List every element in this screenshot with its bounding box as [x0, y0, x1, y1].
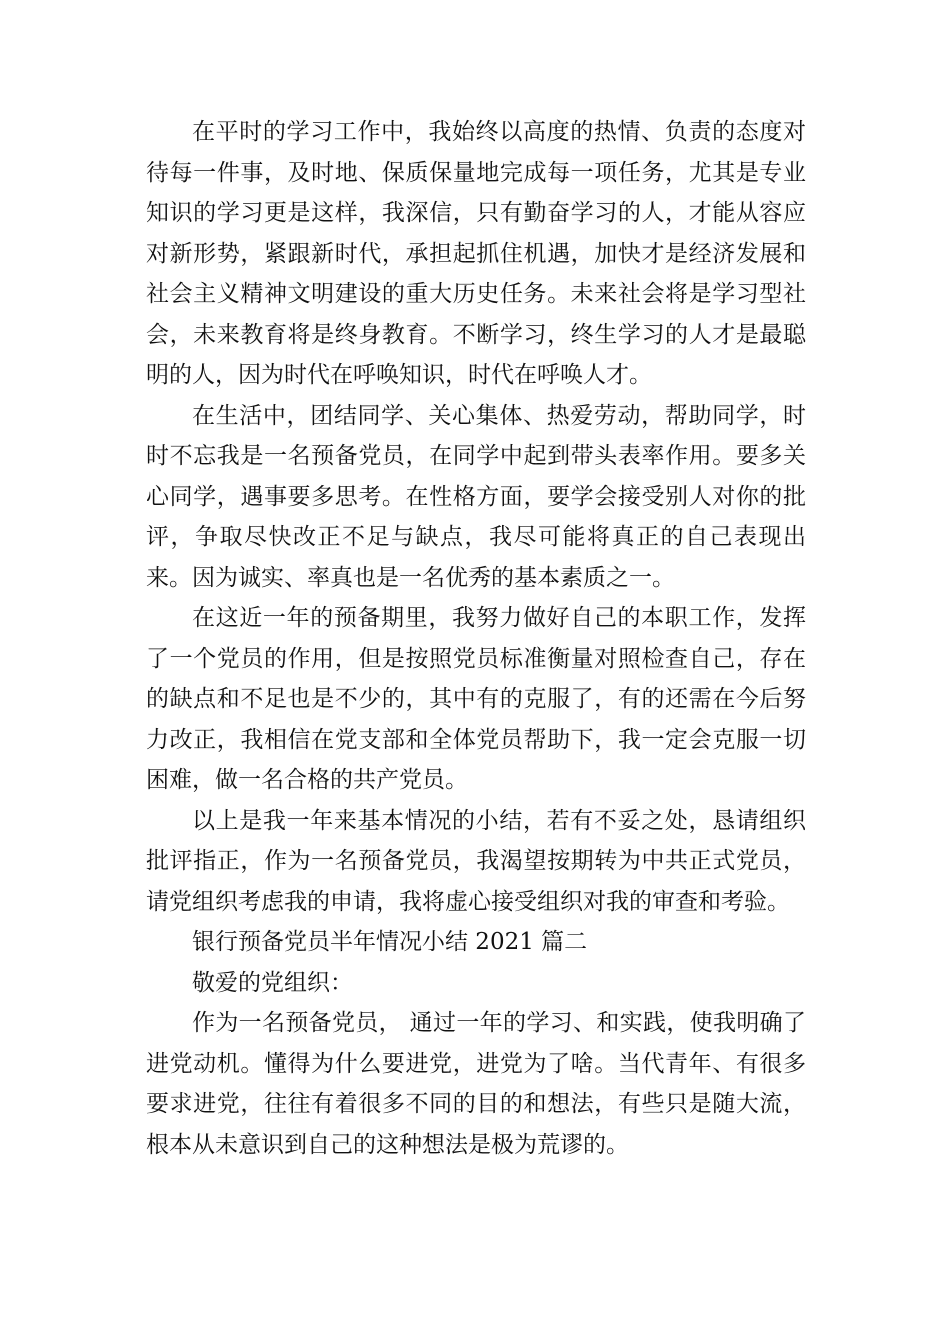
paragraph-probation: 在这近一年的预备期里，我努力做好自己的本职工作，发挥了一个党员的作用，但是按照党员标准衡量对照检查自己，存在的缺点和不足也是不少的，其中有的克服了，有的还需在今后努力改正，我相信在党支部和全体党员帮助下，我一定会克服一切困难，做一名合格的共产党员。	[146, 605, 806, 793]
document-page	[146, 112, 806, 1165]
paragraph-motivation: 作为一名预备党员， 通过一年的学习、和实践，使我明确了进党动机。懂得为什么要进党，进党为了啥。当代青年、有很多要求进党，往往有着很多不同的目的和想法，有些只是随大流，根本从未意识到自己的这种想法是极为荒谬的。	[146, 1010, 806, 1158]
paragraph-study: 在平时的学习工作中，我始终以高度的热情、负责的态度对待每一件事，及时地、保质保量地完成每一项任务，尤其是专业知识的学习更是这样，我深信，只有勤奋学习的人，才能从容应对新形势，紧跟新时代，承担起抓住机遇，加快才是经济发展和社会主义精神文明建设的重大历史任务。未来社会将是学习型社会，未来教育将是终身教育。不断学习，终生学习的人才是最聪明的人，因为时代在呼唤知识，时代在呼唤人才。	[146, 119, 806, 388]
salutation: 敬爱的党组织：	[192, 969, 353, 996]
paragraph-conclusion: 以上是我一年来基本情况的小结，若有不妥之处，恳请组织批评指正，作为一名预备党员，我渴望按期转为中共正式党员，请党组织考虑我的申请，我将虚心接受组织对我的审查和考验。	[146, 807, 806, 915]
paragraph-life: 在生活中，团结同学、关心集体、热爱劳动，帮助同学，时时不忘我是一名预备党员，在同学中起到带头表率作用。要多关心同学，遇事要多思考。在性格方面，要学会接受别人对你的批评，争取尽快改正不足与缺点，我尽可能将真正的自己表现出来。因为诚实、率真也是一名优秀的基本素质之一。	[146, 402, 806, 591]
section-title: 银行预备党员半年情况小结 2021 篇二	[192, 929, 588, 955]
